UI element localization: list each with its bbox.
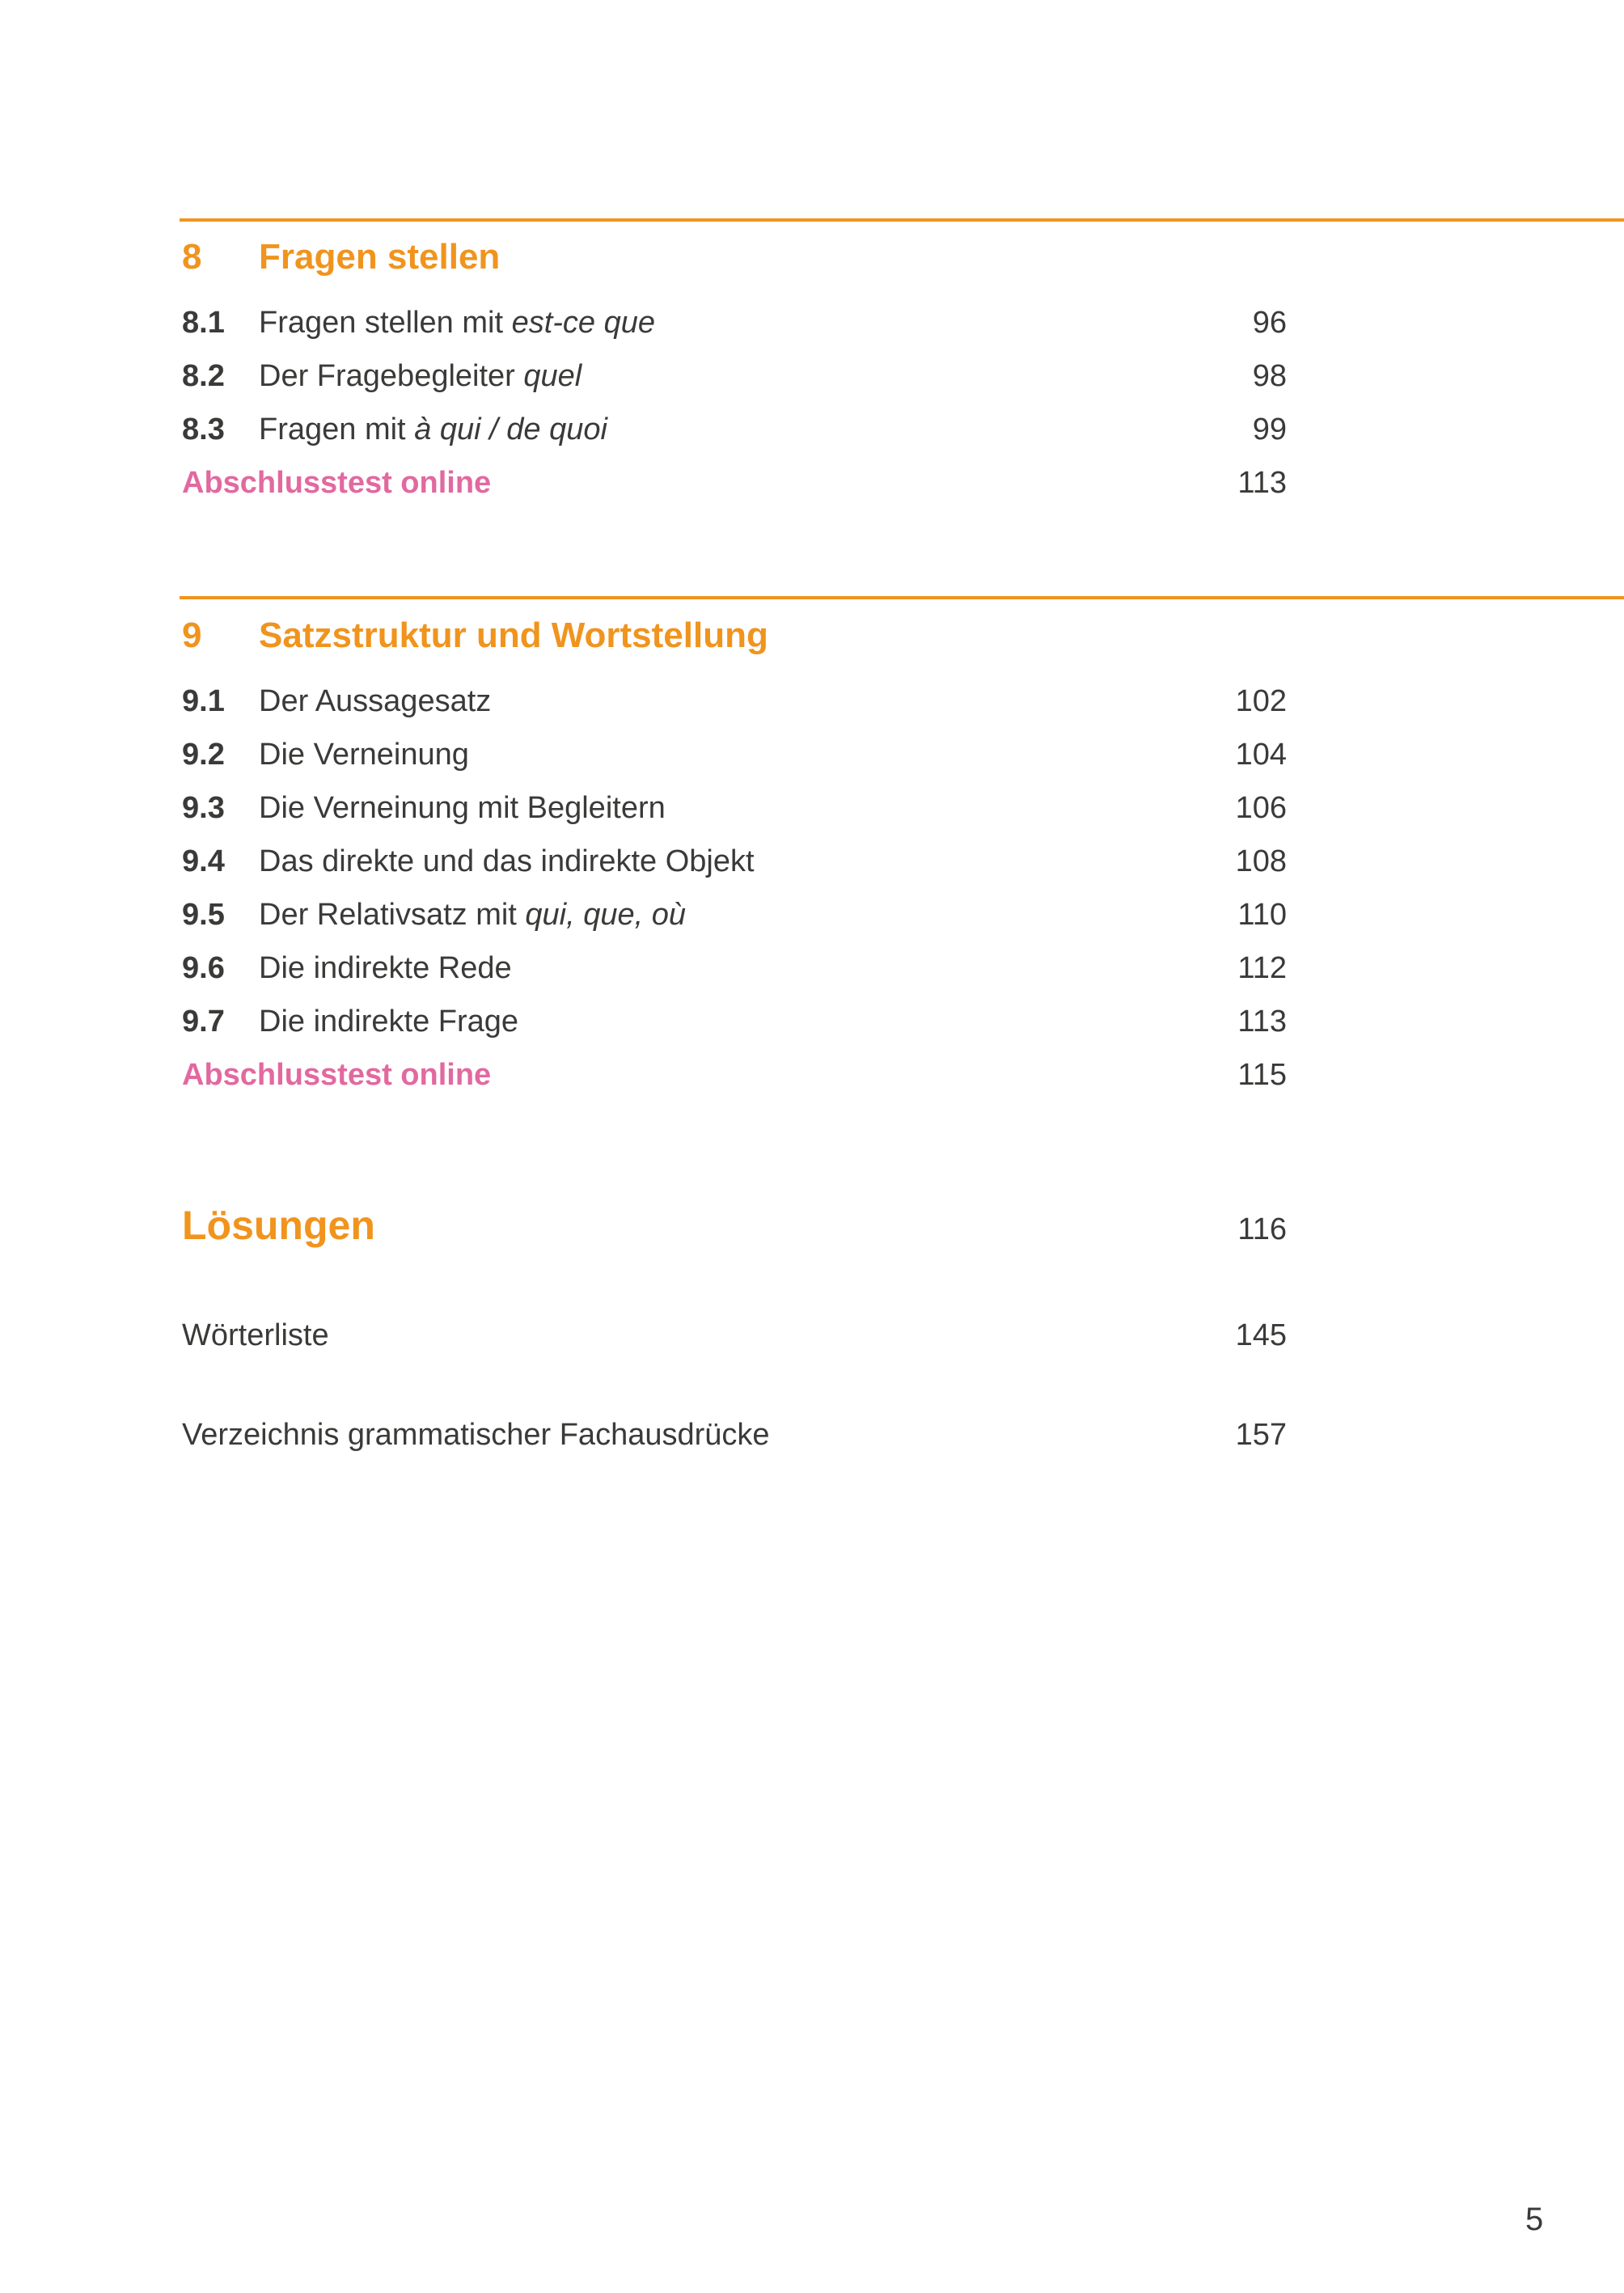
toc-entry xyxy=(182,675,1287,728)
toc-entry xyxy=(182,835,1287,888)
toc-test-row xyxy=(182,1048,1287,1102)
entry-text xyxy=(259,995,1237,1048)
entry-text-italic: qui, que, où xyxy=(525,898,687,932)
entry-text xyxy=(259,888,1237,941)
entry-page: 145 xyxy=(1235,1318,1287,1352)
toc-entry xyxy=(182,888,1287,941)
entry-text xyxy=(259,675,1236,728)
toc-entry xyxy=(182,403,1287,456)
entry-page: 106 xyxy=(1235,791,1287,825)
entry-page: 116 xyxy=(1237,1212,1287,1246)
section-entries xyxy=(182,675,1287,1102)
entry-page: 110 xyxy=(1237,898,1287,932)
entry-page: 157 xyxy=(1235,1418,1287,1452)
entry-text-regular: Der Fragebegleiter xyxy=(259,359,524,393)
entry-text xyxy=(259,728,1236,781)
section-title: Satzstruktur und Wortstellung xyxy=(259,616,768,655)
toc-section-8 xyxy=(182,236,1287,510)
entry-text-regular: Der Aussagesatz xyxy=(259,684,492,718)
toc-entry xyxy=(182,941,1287,995)
entry-number: 8.1 xyxy=(182,306,225,340)
entry-text-regular: Der Relativsatz mit xyxy=(259,898,526,932)
entry-text xyxy=(259,349,1253,403)
entry-text xyxy=(259,781,1236,835)
entry-number: 9.4 xyxy=(182,844,225,878)
section-number: 8 xyxy=(182,237,202,277)
toc-test-row xyxy=(182,456,1287,510)
backmatter-loesungen xyxy=(182,1202,1287,1253)
entry-text-italic: à qui / de quoi xyxy=(414,412,607,446)
entry-text-italic: est-ce que xyxy=(511,306,656,340)
entry-text xyxy=(259,403,1253,456)
toc-entry xyxy=(182,296,1287,349)
toc-entry xyxy=(182,781,1287,835)
entry-page: 102 xyxy=(1235,684,1287,718)
entry-text-italic: quel xyxy=(523,359,582,393)
toc-entry xyxy=(182,349,1287,403)
entry-text-regular: Die Verneinung xyxy=(259,738,469,772)
entry-text-regular: Die Verneinung mit Begleitern xyxy=(259,791,666,825)
section-entries xyxy=(182,296,1287,510)
backmatter-verzeichnis xyxy=(182,1411,1287,1458)
section-divider-rule xyxy=(180,596,1624,599)
entry-page: 98 xyxy=(1252,359,1287,393)
entry-page: 104 xyxy=(1235,738,1287,772)
entry-number: 8.2 xyxy=(182,359,225,393)
toc-entry xyxy=(182,995,1287,1048)
section-number: 9 xyxy=(182,616,202,655)
entry-page: 112 xyxy=(1237,951,1287,985)
abschlusstest-label: Abschlusstest online xyxy=(182,466,492,500)
backmatter-woerterliste xyxy=(182,1312,1287,1359)
page-number: 5 xyxy=(1525,2202,1544,2237)
entry-number: 9.3 xyxy=(182,791,225,825)
toc-section-9 xyxy=(182,615,1287,1102)
entry-text-regular: Fragen mit xyxy=(259,412,415,446)
entry-text xyxy=(259,941,1237,995)
entry-number: 9.1 xyxy=(182,684,225,718)
abschlusstest-label: Abschlusstest online xyxy=(182,1058,492,1092)
section-heading xyxy=(182,615,1287,657)
entry-text xyxy=(259,296,1253,349)
backmatter-label: Lösungen xyxy=(182,1203,375,1248)
toc-entry xyxy=(182,728,1287,781)
entry-text-regular: Das direkte und das indirekte Objekt xyxy=(259,844,755,878)
entry-number: 9.6 xyxy=(182,951,225,985)
section-heading xyxy=(182,236,1287,278)
section-title: Fragen stellen xyxy=(259,237,501,277)
entry-number: 9.7 xyxy=(182,1005,225,1039)
backmatter-label: Wörterliste xyxy=(182,1318,329,1352)
entry-number: 9.5 xyxy=(182,898,225,932)
entry-number: 8.3 xyxy=(182,412,225,446)
entry-page: 115 xyxy=(1237,1058,1287,1092)
section-divider-rule xyxy=(180,218,1624,222)
entry-page: 113 xyxy=(1237,1005,1287,1039)
entry-page: 99 xyxy=(1252,412,1287,446)
entry-text-regular: Die indirekte Rede xyxy=(259,951,512,985)
entry-text-regular: Die indirekte Frage xyxy=(259,1005,519,1039)
backmatter-label: Verzeichnis grammatischer Fachausdrücke xyxy=(182,1418,770,1452)
entry-text-regular: Fragen stellen mit xyxy=(259,306,512,340)
entry-page: 113 xyxy=(1237,466,1287,500)
entry-number: 9.2 xyxy=(182,738,225,772)
entry-text xyxy=(259,835,1236,888)
entry-page: 108 xyxy=(1235,844,1287,878)
entry-page: 96 xyxy=(1252,306,1287,340)
